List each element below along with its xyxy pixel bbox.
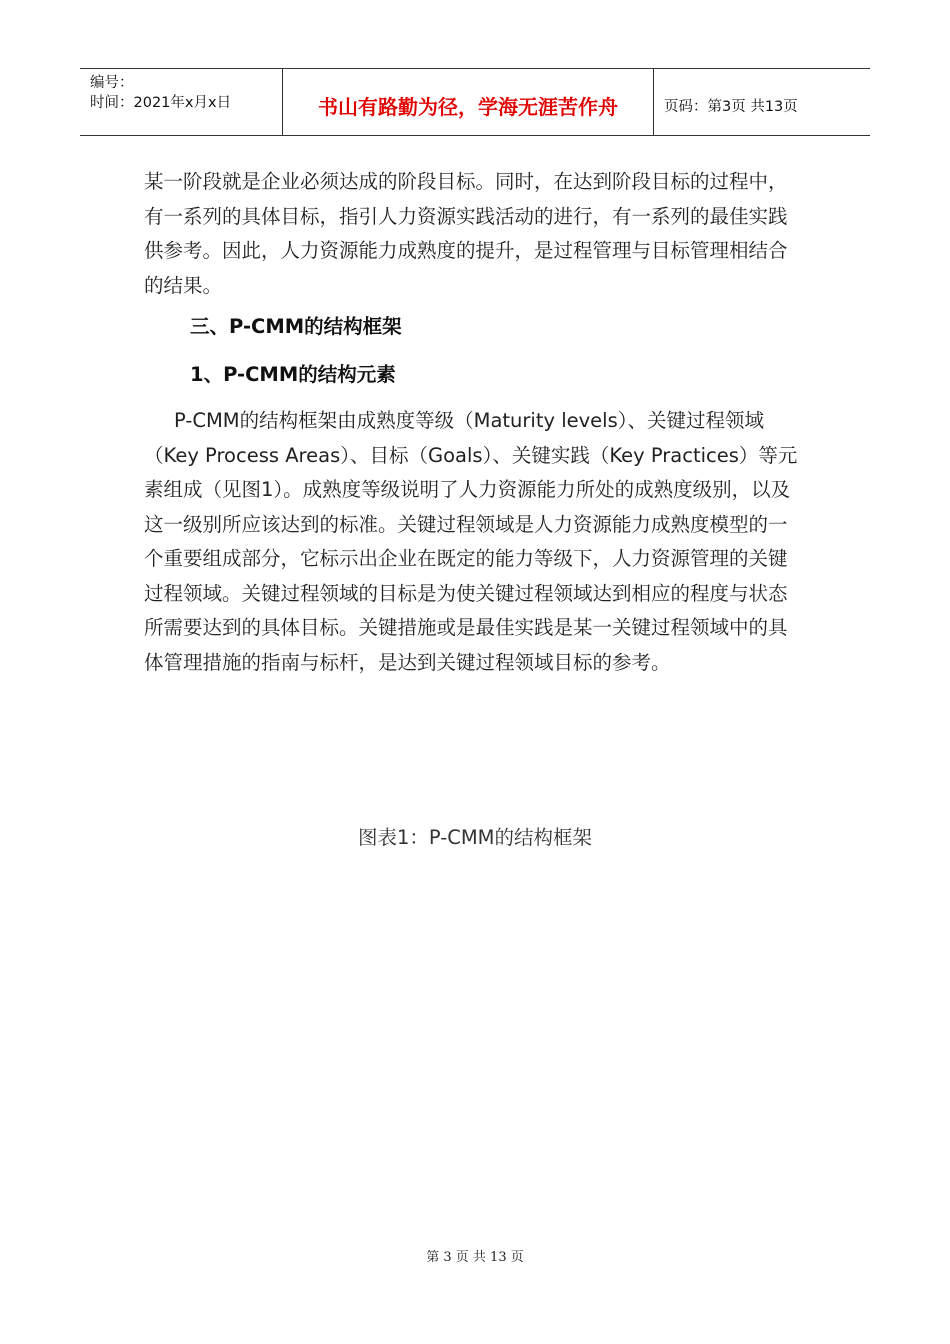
header-middle-cell	[282, 69, 654, 135]
header-page-number: 页码：第3页 共13页	[664, 99, 798, 115]
header-motto: 书山有路勤为径，学海无涯苦作舟	[318, 95, 618, 119]
section-heading: 三、P-CMM的结构框架	[190, 315, 402, 338]
document-date-label: 时间：2021年x月x日	[90, 95, 232, 111]
body-paragraph-2: P-CMM的结构框架由成熟度等级（Maturity levels）、关键过程领域（Key Process Areas）、目标（Goals）、关键实践（Key Practices）等元素组成（见图1）。成熟度等级说明了人力资源能力所处的成熟度级别，以及这一级别所应该达到的标准。关键过程领域是人力资源能力成熟度模型的一个重要组成部分，它标示出企业在既定的能力等级下，人力资源管理的关键过程领域。关键过程领域的目标是为使关键过程领域达到相应的程度与状态所需要达到的具体目标。关键措施或是最佳实践是某一关键过程领域中的具体管理措施的指南与标杆，是达到关键过程领域目标的参考。	[144, 409, 798, 674]
figure-caption: 图表1：P-CMM的结构框架	[357, 826, 593, 849]
header-right-cell	[654, 69, 870, 135]
body-paragraph-1: 某一阶段就是企业必须达成的阶段目标。同时，在达到阶段目标的过程中，有一系列的具体目标，指引人力资源实践活动的进行，有一系列的最佳实践供参考。因此，人力资源能力成熟度的提升，是过程管理与目标管理相结合的结果。	[144, 170, 788, 297]
page-footer: 第 3 页 共 13 页	[426, 1250, 524, 1265]
document-header	[80, 68, 870, 136]
subsection-heading: 1、P-CMM的结构元素	[190, 363, 396, 386]
document-number-label: 编号：	[90, 75, 134, 91]
header-left-cell	[80, 69, 282, 135]
